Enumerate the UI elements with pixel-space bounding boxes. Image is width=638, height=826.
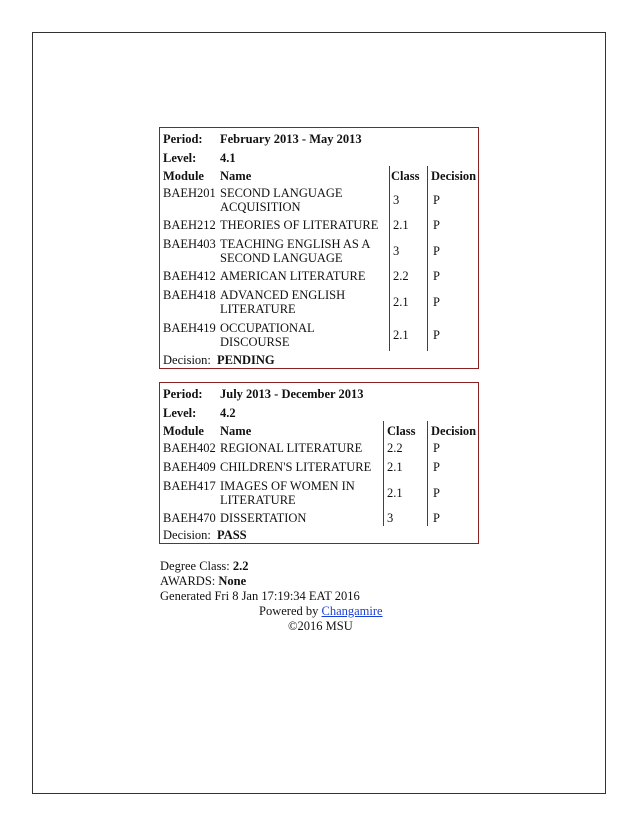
module-code: BAEH417 (163, 479, 216, 493)
module-code: BAEH418 (163, 288, 216, 302)
awards-label: AWARDS: (160, 574, 216, 588)
header-module: Module (163, 424, 204, 438)
module-class: 2.2 (393, 269, 409, 283)
decision-label: Decision: (163, 528, 211, 542)
decision-value: PENDING (217, 353, 275, 367)
module-name: DISSERTATION (220, 511, 307, 525)
module-class: 2.1 (393, 295, 409, 309)
changamire-link[interactable]: Changamire (321, 604, 383, 618)
module-class: 2.1 (387, 460, 403, 474)
header-decision: Decision (431, 169, 477, 183)
level-label: Level: (163, 151, 197, 165)
column-divider (427, 421, 428, 526)
module-name: THEORIES OF LITERATURE (220, 218, 379, 232)
module-name: DISCOURSE (220, 335, 290, 349)
header-name: Name (220, 424, 252, 438)
module-name: OCCUPATIONAL (220, 321, 315, 335)
decision-label: Decision: (163, 353, 211, 367)
column-divider (389, 166, 390, 351)
period-label: Period: (163, 387, 203, 401)
module-decision: P (433, 295, 440, 309)
module-class: 2.2 (387, 441, 403, 455)
module-decision: P (433, 511, 440, 525)
module-name: REGIONAL LITERATURE (220, 441, 363, 455)
module-decision: P (433, 328, 440, 342)
module-name: ADVANCED ENGLISH (220, 288, 346, 302)
module-class: 3 (387, 511, 394, 525)
degree-class-value: 2.2 (232, 559, 249, 573)
module-code: BAEH470 (163, 511, 216, 525)
decision-value: PASS (217, 528, 247, 542)
level-value: 4.2 (220, 406, 236, 420)
module-class: 2.1 (387, 486, 403, 500)
module-class: 2.1 (393, 328, 409, 342)
semester-panel-2 (159, 382, 479, 544)
module-name: IMAGES OF WOMEN IN (220, 479, 355, 493)
powered-by-line (259, 604, 383, 619)
period-label: Period: (163, 132, 203, 146)
module-class: 3 (393, 244, 400, 258)
module-name: ACQUISITION (220, 200, 301, 214)
module-class: 3 (393, 193, 400, 207)
awards-value: None (218, 574, 247, 588)
degree-class-line (160, 559, 249, 574)
module-name: TEACHING ENGLISH AS A (220, 237, 371, 251)
module-name: SECOND LANGUAGE (220, 251, 343, 265)
module-code: BAEH403 (163, 237, 216, 251)
module-code: BAEH402 (163, 441, 216, 455)
module-decision: P (433, 460, 440, 474)
level-value: 4.1 (220, 151, 236, 165)
module-decision: P (433, 269, 440, 283)
module-code: BAEH201 (163, 186, 216, 200)
header-module: Module (163, 169, 204, 183)
header-decision: Decision (431, 424, 477, 438)
module-decision: P (433, 441, 440, 455)
powered-by-label: Powered by (259, 604, 319, 618)
column-divider (427, 166, 428, 351)
module-code: BAEH412 (163, 269, 216, 283)
module-code: BAEH409 (163, 460, 216, 474)
module-code: BAEH212 (163, 218, 216, 232)
module-code: BAEH419 (163, 321, 216, 335)
semester-panel-1 (159, 127, 479, 369)
module-decision: P (433, 244, 440, 258)
module-decision: P (433, 193, 440, 207)
module-name: AMERICAN LITERATURE (220, 269, 366, 283)
module-decision: P (433, 486, 440, 500)
header-class: Class (387, 424, 416, 438)
module-name: SECOND LANGUAGE (220, 186, 343, 200)
column-divider (383, 421, 384, 526)
module-name: CHILDREN'S LITERATURE (220, 460, 372, 474)
level-label: Level: (163, 406, 197, 420)
header-name: Name (220, 169, 252, 183)
period-value: July 2013 - December 2013 (220, 387, 364, 401)
generated-timestamp: Generated Fri 8 Jan 17:19:34 EAT 2016 (160, 589, 360, 603)
module-decision: P (433, 218, 440, 232)
period-value: February 2013 - May 2013 (220, 132, 362, 146)
module-name: LITERATURE (220, 493, 296, 507)
module-class: 2.1 (393, 218, 409, 232)
degree-class-label: Degree Class: (160, 559, 230, 573)
module-name: LITERATURE (220, 302, 296, 316)
copyright: ©2016 MSU (288, 619, 353, 633)
awards-line (160, 574, 246, 589)
header-class: Class (391, 169, 420, 183)
